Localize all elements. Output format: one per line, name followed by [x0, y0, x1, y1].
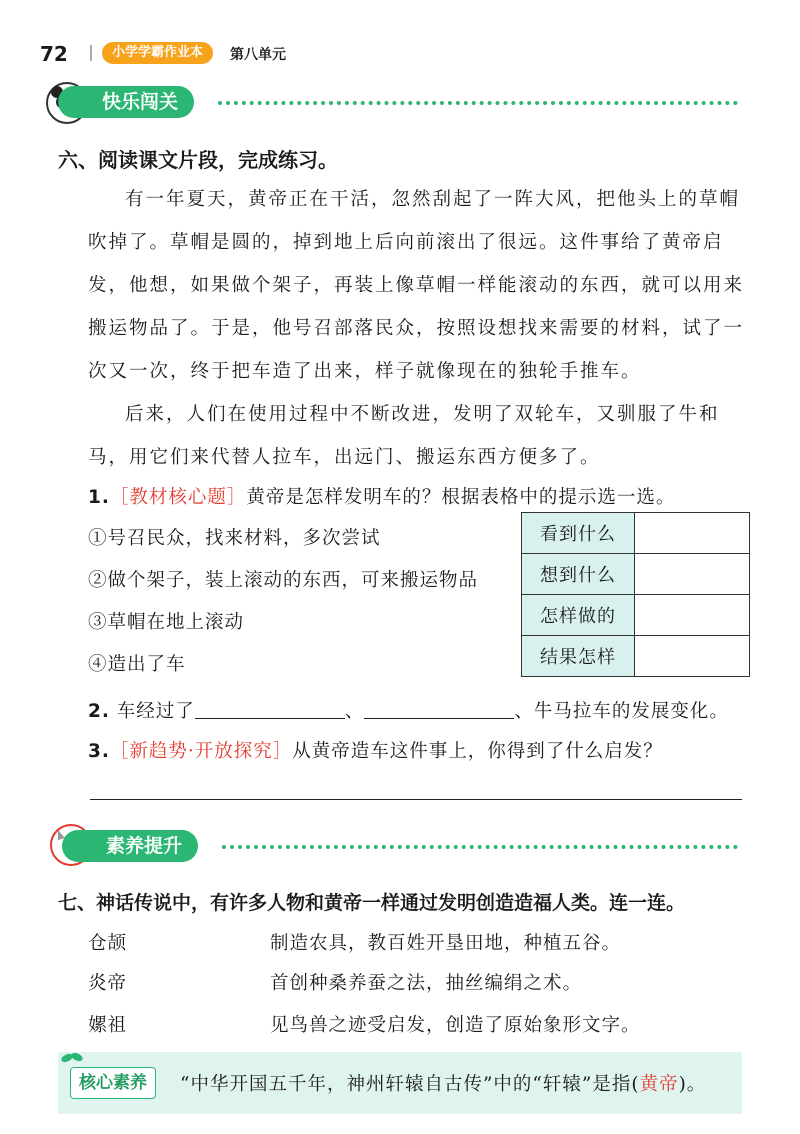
q7-deed-1[interactable]: 制造农具，教百姓开垦田地，种植五谷。 [270, 933, 622, 954]
reading-passage [88, 178, 752, 479]
item3-number: 3. [88, 741, 110, 762]
table-answer-cell[interactable] [635, 636, 750, 677]
q7-deed-3[interactable]: 见鸟兽之迹受启发，创造了原始象形文字。 [270, 1015, 641, 1036]
q7-name-2[interactable]: 炎帝 [88, 973, 128, 994]
section-banner-literacy: 素养提升 [62, 830, 198, 862]
answer-blank-1[interactable] [195, 700, 345, 719]
q6-item1 [88, 483, 675, 509]
answer-line[interactable] [90, 799, 742, 800]
banner-dotted-line [222, 845, 738, 849]
q7-name-3[interactable]: 嫘祖 [88, 1015, 128, 1036]
table-answer-cell[interactable] [635, 595, 750, 636]
item1-text: 黄帝是怎样发明车的？根据表格中的提示选一选。 [246, 487, 676, 508]
item2-separator: 、 [344, 701, 365, 722]
item1-option-2: ②做个架子，装上滚动的东西，可来搬运物品 [88, 570, 479, 591]
q6-item3 [88, 737, 663, 763]
table-answer-cell[interactable] [635, 513, 750, 554]
header-divider [90, 45, 92, 61]
table-answer-cell[interactable] [635, 554, 750, 595]
item3-text: 从黄帝造车这件事上，你得到了什么启发？ [292, 741, 663, 762]
table-row-label: 结果怎样 [522, 636, 635, 677]
core-end: )。 [678, 1074, 707, 1095]
book-title-badge: 小学学霸作业本 [102, 42, 213, 64]
q6-item2 [88, 697, 729, 723]
core-literacy-label: 核心素养 [70, 1067, 156, 1099]
item1-option-4: ④造出了车 [88, 654, 186, 675]
item1-option-3: ③草帽在地上滚动 [88, 612, 245, 633]
answer-blank-2[interactable] [364, 700, 514, 719]
q7-name-1[interactable]: 仓颉 [88, 933, 128, 954]
core-question: “中华开国五千年，神州轩辕自古传”中的“轩辕”是指( [180, 1074, 640, 1095]
unit-label: 第八单元 [230, 47, 286, 63]
item1-tag: ［教材核心题］ [109, 487, 247, 508]
table-row-label: 想到什么 [522, 554, 635, 595]
page-number: 72 [40, 42, 68, 66]
item3-tag: ［新趋势·开放探究］ [109, 741, 293, 762]
section-banner-happy: 快乐闯关 [58, 86, 194, 118]
item2-suffix: 、牛马拉车的发展变化。 [514, 701, 729, 722]
answer-table [521, 512, 750, 677]
item2-prefix: 车经过了 [116, 701, 195, 722]
core-literacy-text [180, 1070, 706, 1096]
passage-paragraph-2: 后来，人们在使用过程中不断改进，发明了双轮车，又驯服了牛和马，用它们来代替人拉车，出远门、搬运东西方便多了。 [88, 404, 720, 468]
q6-heading: 六、阅读课文片段，完成练习。 [58, 148, 338, 172]
table-row-label: 怎样做的 [522, 595, 635, 636]
core-answer: 黄帝 [639, 1074, 679, 1095]
passage-paragraph-1: 有一年夏天，黄帝正在干活，忽然刮起了一阵大风，把他头上的草帽吹掉了。草帽是圆的，掉到地上后向前滚出了很远。这件事给了黄帝启发，他想，如果做个架子，再装上像草帽一样能滚动的东西，就可以用来搬运物品了。于是，他号召部落民众，按照设想找来需要的材料，试了一次又一次，终于把车造了出来，样子就像现在的独轮手推车。 [88, 189, 745, 382]
q7-deed-2[interactable]: 首创种桑养蚕之法，抽丝编绢之术。 [270, 973, 583, 994]
q7-heading: 七、神话传说中，有许多人物和黄帝一样通过发明创造造福人类。连一连。 [58, 892, 686, 914]
item1-option-1: ①号召民众，找来材料，多次尝试 [88, 528, 381, 549]
table-row-label: 看到什么 [522, 513, 635, 554]
item1-number: 1. [88, 487, 110, 508]
banner-dotted-line [218, 101, 738, 105]
item2-number: 2. [88, 701, 110, 722]
